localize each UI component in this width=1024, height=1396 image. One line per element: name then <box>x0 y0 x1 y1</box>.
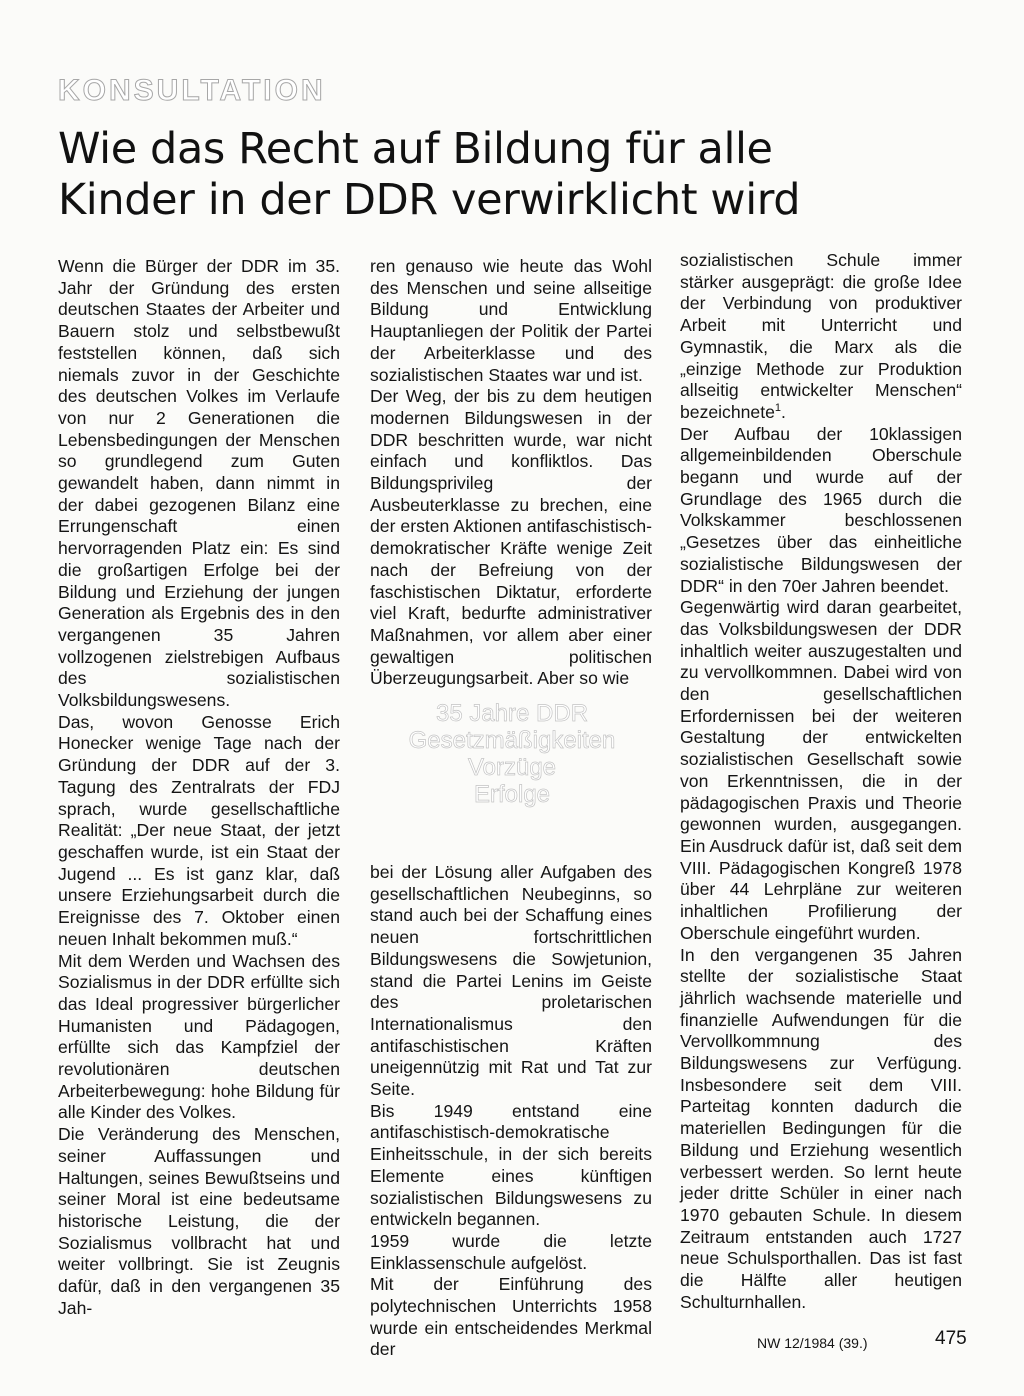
stamp-line: 35 Jahre DDR <box>435 700 589 727</box>
paragraph: In den vergangenen 35 Jahren stellte der sozialistische Staat jährlich wachsende materielle und finanzielle Aufwendungen für die Vervollkommnung des Bildungswesens zur Verfügung. Insbesondere seit dem VIII. Parteitag konnten dadurch die materiellen Bedingungen für die Bildung und Erziehung wesentlich verbessert werden. So lernt heute jeder dritte Schüler in einer nach 1970 gebauten Schule. In diesem Zeitraum entstanden auch 1727 neue Schulsporthallen. Das ist fast die Hälfte aller heutigen Schulturnhallen. <box>680 944 962 1312</box>
column-2-top <box>370 256 652 690</box>
paragraph: bei der Lösung aller Aufgaben des gesellschaftlichen Neubeginns, so stand auch bei der Schaffung eines neuen fortschrittlichen Bildungswesens die Sowjetunion, stand die Partei Lenins im Geiste des proletarischen Internationalismus den antifaschistischen Kräften uneigennützig mit Rat und Tat zur Seite. <box>370 862 652 1100</box>
column-1 <box>58 256 340 1319</box>
paragraph: 1959 wurde die letzte Einklassenschule aufgelöst. <box>370 1230 652 1273</box>
paragraph: Der Aufbau der 10klassigen allgemeinbildenden Oberschule begann und wurde auf der Grundlage des 1965 durch die Volkskammer beschlossenen „Gesetzes über das einheitliche sozialistische Bildungswesen der DDR“ in den 70er Jahren beendet. <box>680 423 962 596</box>
paragraph-end: . <box>781 401 786 422</box>
page-number: 475 <box>935 1328 967 1349</box>
stamp-line: Erfolge <box>473 781 551 808</box>
paragraph <box>680 250 962 424</box>
paragraph: Der Weg, der bis zu dem heutigen modernen Bildungswesen in der DDR beschritten wurde, war nicht einfach und konfliktlos. Das Bildungsprivileg der Ausbeuterklasse zu brechen, eine der ersten Aktionen antifaschistisch-demokratischer Kräfte wenige Zeit nach der Befreiung von der faschistischen Diktatur, erforderte viel Kraft, bedurfte administrativer Maßnahmen, vor allem aber einer gewaltigen politischen Überzeugungsarbeit. Aber so wie <box>370 386 652 689</box>
anniversary-stamp <box>372 700 652 850</box>
stamp-line: Gesetzmäßigkeiten <box>408 727 616 754</box>
paragraph: ren genauso wie heute das Wohl des Menschen und seine allseitige Bildung und Entwicklung Hauptanliegen der Politik der Partei der Arbeiterklasse und des sozialistischen Staates war und ist. <box>370 256 652 385</box>
paragraph: Bis 1949 entstand eine antifaschistisch-demokratische Einheitsschule, in der sich bereits Elemente eines künftigen sozialistischen Bildungswesens zu entwickeln begannen. <box>370 1100 652 1230</box>
article-headline <box>58 124 958 226</box>
paragraph: Mit der Einführung des polytechnischen Unterrichts 1958 wurde ein entscheidendes Merkmal der <box>370 1274 652 1360</box>
paragraph-text: sozialistischen Schule immer stärker ausgeprägt: die große Idee der Verbindung von produktiver Arbeit mit Unterricht und Gymnastik, die Marx als die „einzige Methode zur Produktion allseitig entwickelter Menschen“ bezeichnete <box>680 250 962 422</box>
headline-line-1: Wie das Recht auf Bildung für alle <box>58 124 773 174</box>
stamp-line: Vorzüge <box>467 754 557 781</box>
paragraph: Mit dem Werden und Wachsen des Sozialismus in der DDR erfüllte sich das Ideal progressiver bürgerlicher Humanisten und Pädagogen, erfüllte sich das Kampfziel der revolutionären deutschen Arbeiterbewegung: hohe Bildung für alle Kinder des Volkes. <box>58 950 340 1123</box>
footnote-mark: 1 <box>774 402 782 415</box>
section-label: KONSULTATION <box>58 74 326 107</box>
paragraph: Die Veränderung des Menschen, seiner Auffassungen und Haltungen, seines Bewußtseins und seiner Moral ist eine bedeutsame historische Leistung, die der Sozialismus vollbracht hat und weiter vollbringt. Sie ist Zeugnis dafür, daß in den vergangenen 35 Jah- <box>58 1124 340 1318</box>
paragraph: Gegenwärtig wird daran gearbeitet, das Volksbildungswesen der DDR inhaltlich weiter auszugestalten und zu vervollkommnen. Dabei wird von den gesellschaftlichen Erfordernissen bei der weiteren Gestaltung der entwickelten sozialistischen Gesellschaft sowie von Erkenntnissen, die in der pädagogischen Praxis und Theorie gewonnen wurden, ausgegangen. Ein Ausdruck dafür ist, daß seit dem VIII. Pädagogischen Kongreß 1978 über 44 Lehrpläne zur weiteren inhaltlichen Profilierung der Oberschule eingeführt wurden. <box>680 597 962 943</box>
paragraph: Das, wovon Genosse Erich Honecker wenige Tage nach der Gründung der DDR auf der 3. Tagung des Zentralrats der FDJ sprach, wurde gesellschaftliche Realität: „Der neue Staat, der jetzt geschaffen wurde, ist ein Staat der Jugend ... Es ist ganz klar, daß unsere Erziehungsarbeit durch die Ereignisse des 7. Oktober einen neuen Inhalt bekommen muß.“ <box>58 711 340 949</box>
column-2-bottom <box>370 862 652 1361</box>
column-3 <box>680 250 962 1313</box>
issue-reference: NW 12/1984 (39.) <box>757 1335 868 1351</box>
headline-line-2: Kinder in der DDR verwirklicht wird <box>58 175 801 225</box>
paragraph: Wenn die Bürger der DDR im 35. Jahr der Gründung des ersten deutschen Staates der Arbeiter und Bauern stolz und selbstbewußt feststellen können, daß sich niemals zuvor in der Geschichte des deutschen Volkes im Verlaufe von nur 2 Generationen die Lebensbedingungen der Menschen so grundlegend zum Guten gewandelt haben, dann nimmt in der dabei gezogenen Bilanz eine Errungenschaft einen hervorragenden Platz ein: Es sind die großartigen Erfolge bei der Bildung und Erziehung der jungen Generation als Ergebnis des in den vergangenen 35 Jahren vollzogenen zielstrebigen Aufbaus des sozialistischen Volksbildungswesens. <box>58 256 340 711</box>
